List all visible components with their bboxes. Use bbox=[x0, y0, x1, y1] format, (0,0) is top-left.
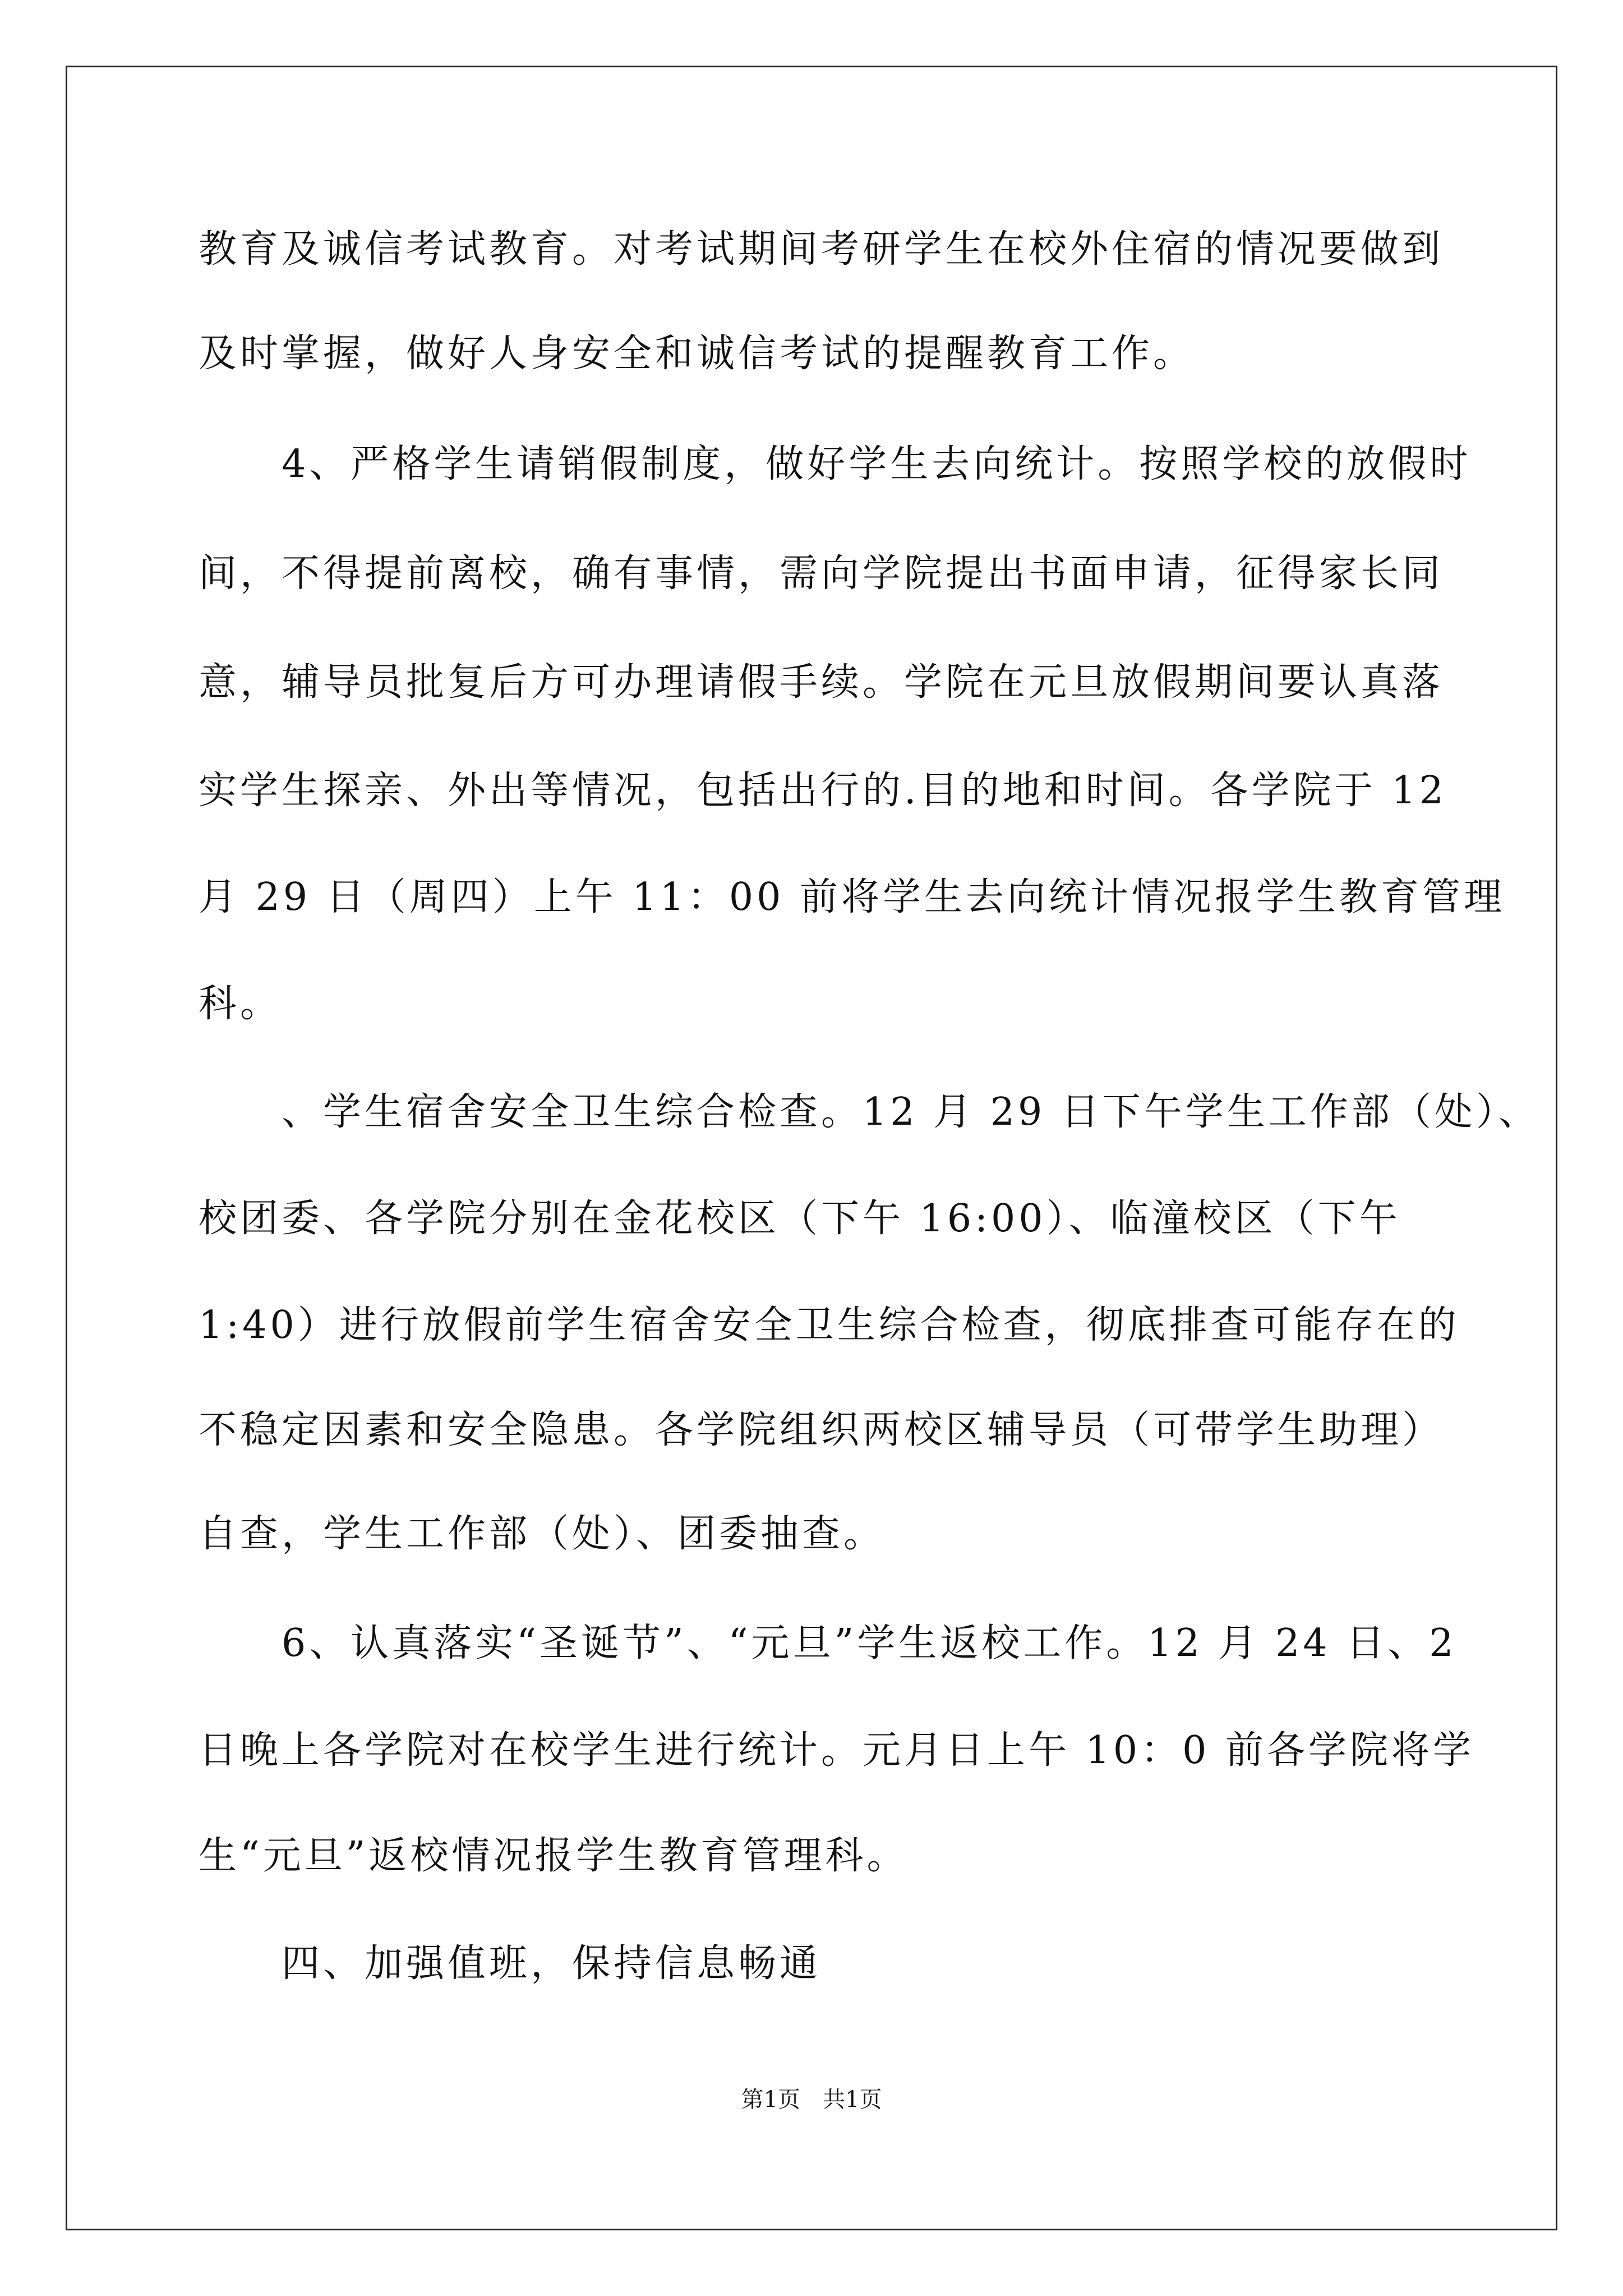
paragraph-line: 月 29 日（周四）上午 11：00 前将学生去向统计情况报学生教育管理 bbox=[199, 875, 1506, 919]
page-number-footer: 第1页 共1页 bbox=[741, 2087, 882, 2113]
paragraph-line: 生“元旦”返校情况报学生教育管理科。 bbox=[199, 1834, 909, 1878]
paragraph-line: 科。 bbox=[199, 982, 282, 1026]
paragraph-line: 及时掌握，做好人身安全和诚信考试的提醒教育工作。 bbox=[199, 332, 1195, 376]
paragraph-line: 4、严格学生请销假制度，做好学生去向统计。按照学校的放假时 bbox=[199, 442, 1472, 486]
paragraph-line: 四、加强值班，保持信息畅通 bbox=[199, 1941, 822, 1986]
paragraph-line: 6、认真落实“圣诞节”、“元旦”学生返校工作。12 月 24 日、2 bbox=[199, 1621, 1457, 1665]
paragraph-line: 教育及诚信考试教育。对考试期间考研学生在校外住宿的情况要做到 bbox=[199, 227, 1444, 272]
paragraph-line: 1:40）进行放假前学生宿舍安全卫生综合检查，彻底排查可能存在的 bbox=[199, 1303, 1460, 1347]
paragraph-line: 意，辅导员批复后方可办理请假手续。学院在元旦放假期间要认真落 bbox=[199, 660, 1444, 705]
paragraph-line: 自查，学生工作部（处）、团委抽查。 bbox=[199, 1512, 886, 1556]
paragraph-line: 间，不得提前离校，确有事情，需向学院提出书面申请，征得家长同 bbox=[199, 551, 1444, 596]
paragraph-line: 实学生探亲、外出等情况，包括出行的.目的地和时间。各学院于 12 bbox=[199, 769, 1447, 813]
paragraph-line: 日晚上各学院对在校学生进行统计。元月日上午 10：0 前各学院将学 bbox=[199, 1728, 1475, 1773]
paragraph-line: 不稳定因素和安全隐患。各学院组织两校区辅导员（可带学生助理） bbox=[199, 1408, 1444, 1452]
paragraph-line: 校团委、各学院分别在金花校区（下午 16:00）、临潼校区（下午 bbox=[199, 1197, 1401, 1241]
paragraph-line: 、学生宿舍安全卫生综合检查。12 月 29 日下午学生工作部（处）、 bbox=[199, 1090, 1540, 1134]
page-border bbox=[66, 66, 1557, 2230]
